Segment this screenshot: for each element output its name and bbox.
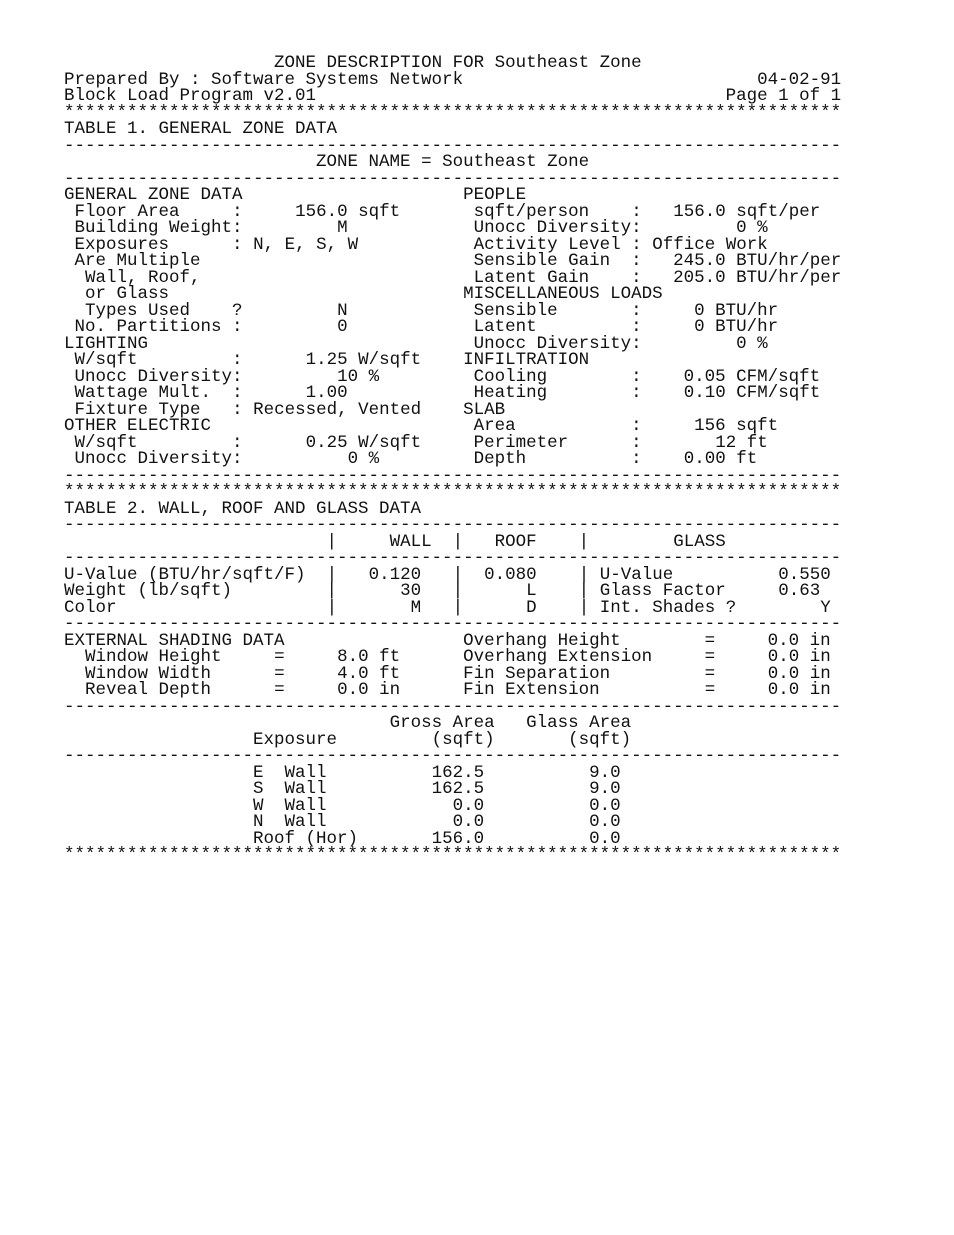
zone-data-field: 0.05 CFM/sqft	[683, 366, 821, 387]
report-field: Gross Area	[389, 713, 495, 733]
zone-data-field: Unocc Diversity:	[74, 449, 243, 469]
program-name: Block Load Program v2.01	[64, 86, 317, 106]
gross-area: 0.0	[452, 795, 485, 816]
report-field: (sqft)	[568, 729, 632, 750]
exposure-name: W Wall	[253, 795, 327, 816]
zone-name: ZONE NAME = Southeast Zone	[316, 152, 590, 172]
zone-data-field: 0 BTU/hr	[694, 317, 779, 337]
zone-data-field: Wattage Mult.	[74, 383, 212, 403]
zone-data-field: 0 BTU/hr	[694, 300, 779, 321]
exposure-name: N Wall	[253, 812, 327, 832]
zone-data-row: Types Used ? N Sensible : 0 BTU/hr	[85, 300, 779, 321]
zone-data-field: Latent Gain	[473, 267, 590, 288]
gross-area: 162.5	[431, 762, 485, 783]
zone-data-field: N, E, S, W	[253, 234, 359, 255]
zone-data-field: 0 %	[736, 218, 768, 238]
zone-data-field: N	[337, 300, 348, 321]
glass-area: 0.0	[589, 812, 621, 832]
zone-data-field: Exposures	[74, 234, 170, 255]
report-field: ROOF	[494, 531, 537, 552]
report-field: WALL	[389, 531, 432, 552]
report-field: 4.0 ft	[337, 663, 401, 684]
zone-data-field: 0	[337, 317, 348, 337]
table2-heading: TABLE 2. WALL, ROOF AND GLASS DATA	[64, 498, 422, 519]
zone-data-field: Office Work	[652, 234, 768, 255]
glass-area: 9.0	[589, 779, 621, 799]
zone-data-field: 245.0 BTU/hr/per	[673, 251, 842, 271]
report-field: M	[410, 597, 422, 618]
zone-data-field: sqft/person	[473, 201, 590, 222]
zone-data-field: 0.10 CFM/sqft	[683, 383, 821, 403]
zone-data-field: Perimeter	[473, 432, 569, 453]
zone-data-field: 0.25 W/sqft	[305, 432, 422, 453]
report-field: 0.120	[368, 564, 422, 585]
zone-data-field: 1.00	[305, 383, 348, 403]
dash-divider: --------------------------------------------------------------------------	[64, 465, 842, 486]
report-field: Overhang Extension	[463, 647, 653, 667]
report-field: 0.63	[778, 581, 821, 601]
report-field: GLASS	[673, 531, 726, 552]
report-field: 0.550	[778, 564, 831, 585]
gross-area: 162.5	[431, 779, 485, 799]
zone-data-field: Cooling	[473, 366, 548, 387]
dash-divider: --------------------------------------------------------------------------	[64, 746, 842, 766]
zone-data-field: 0 %	[347, 449, 380, 469]
zone-data-field: 156.0 sqft/per	[673, 201, 821, 222]
shading-row: EXTERNAL SHADING DATA Overhang Height = 0.0 in	[64, 630, 831, 651]
zone-data-field: Fixture Type	[74, 399, 201, 420]
exposure-name: E Wall	[253, 762, 327, 783]
zone-data-field: SLAB	[463, 399, 506, 420]
glass-area: 0.0	[589, 795, 621, 816]
zone-data-field: Floor Area	[74, 201, 180, 222]
zone-data-row: OTHER ELECTRIC Area : 156 sqft	[64, 416, 779, 436]
zone-data-field: Building Weight:	[74, 218, 243, 238]
zone-data-field: No. Partitions :	[74, 317, 243, 337]
zone-data-field: W/sqft	[74, 350, 138, 370]
report-field: Fin Extension	[463, 680, 600, 700]
zone-data-row: Are Multiple Sensible Gain : 245.0 BTU/hr/per	[74, 251, 842, 271]
dash-divider: --------------------------------------------------------------------------	[64, 614, 842, 634]
report-field: 0.0 in	[337, 680, 401, 700]
report-field: Weight (lb/sqft)	[64, 581, 233, 601]
zone-data-row: No. Partitions : 0 Latent : 0 BTU/hr	[74, 317, 779, 337]
dash-divider: --------------------------------------------------------------------------	[64, 696, 842, 717]
report-field: Window Height	[85, 647, 222, 667]
report-field: Exposure	[253, 729, 338, 750]
zone-data-field: Wall, Roof,	[85, 267, 201, 288]
dash-divider: --------------------------------------------------------------------------	[64, 168, 842, 189]
exposure-name: S Wall	[253, 779, 327, 799]
zone-data-field: 205.0 BTU/hr/per	[673, 267, 842, 288]
zone-data-row: Wattage Mult. : 1.00 Heating : 0.10 CFM/sqft	[74, 383, 821, 403]
zone-data-field: W/sqft	[74, 432, 138, 453]
zone-data-field: Sensible	[473, 300, 558, 321]
zone-data-field: Depth	[473, 449, 527, 469]
zone-data-row: Floor Area : 156.0 sqft sqft/person : 156.0 sqft/per	[74, 201, 821, 222]
report-field: Glass Area	[526, 713, 632, 733]
glass-area: 9.0	[589, 762, 621, 783]
report-title: ZONE DESCRIPTION FOR Southeast Zone	[274, 53, 642, 73]
zone-data-field: Latent	[473, 317, 537, 337]
zone-data-field: 156.0 sqft	[295, 201, 401, 222]
zone-data-field: 12 ft	[715, 432, 768, 453]
zone-data-field: 0.00 ft	[683, 449, 758, 469]
zone-data-row: Unocc Diversity: 10 % Cooling : 0.05 CFM/sqft	[74, 366, 821, 387]
zone-data-row: Fixture Type : Recessed, Vented SLAB	[74, 399, 506, 420]
report-field: 0.0 in	[767, 680, 831, 700]
zone-data-row: Wall, Roof, Latent Gain : 205.0 BTU/hr/per	[85, 267, 842, 288]
page-number: Page 1 of 1	[725, 86, 842, 106]
report-field: (sqft)	[431, 729, 495, 750]
report-field: Window Width	[85, 663, 212, 684]
report-field: U-Value	[599, 564, 674, 585]
dash-divider: --------------------------------------------------------------------------	[64, 135, 842, 156]
shading-row: Reveal Depth = 0.0 in Fin Extension = 0.0 in	[85, 680, 831, 700]
report-field: 0.0 in	[767, 663, 831, 684]
glass-area: 0.0	[589, 828, 621, 849]
dash-divider: --------------------------------------------------------------------------	[64, 548, 842, 568]
shading-row: Window Height = 8.0 ft Overhang Extension = 0.0 in	[85, 647, 831, 667]
zone-data-field: 1.25 W/sqft	[305, 350, 422, 370]
report-field: Overhang Height	[463, 630, 621, 651]
color-row: Color | M | D | Int. Shades ? Y	[64, 597, 831, 618]
zone-data-field: GENERAL ZONE DATA	[64, 185, 243, 205]
uvalue-row: U-Value (BTU/hr/sqft/F) | 0.120 | 0.080 | U-Value 0.550	[64, 564, 831, 585]
zone-data-field: Sensible Gain	[473, 251, 611, 271]
report-field: Fin Separation	[463, 663, 611, 684]
zone-data-field: Unocc Diversity:	[74, 366, 243, 387]
report-date: 04-02-91	[757, 69, 842, 90]
report-field: 8.0 ft	[337, 647, 401, 667]
star-divider: **************************************************************************	[64, 102, 842, 123]
zone-data-row: Unocc Diversity: 0 % Depth : 0.00 ft	[74, 449, 758, 469]
zone-data-field: Types Used ?	[85, 300, 243, 321]
dash-divider: --------------------------------------------------------------------------	[64, 515, 842, 535]
zone-data-field: Unocc Diversity:	[473, 333, 642, 354]
zone-data-field: 0 %	[736, 333, 768, 354]
wall-roof-glass-header: | WALL | ROOF | GLASS	[326, 531, 726, 552]
report-field: Int. Shades ?	[599, 597, 737, 618]
zone-data-field: Area	[473, 416, 516, 436]
zone-data-field: or Glass	[85, 284, 170, 304]
zone-data-field: OTHER ELECTRIC	[64, 416, 212, 436]
report-field: L	[526, 581, 537, 601]
gross-area: 0.0	[452, 812, 485, 832]
zone-data-field: Unocc Diversity:	[473, 218, 642, 238]
report-field: Glass Factor	[599, 581, 726, 601]
zone-data-field: LIGHTING	[64, 333, 149, 354]
report-field: 30	[400, 581, 422, 601]
zone-data-field: PEOPLE	[463, 185, 527, 205]
report-field: 0.080	[484, 564, 537, 585]
report-field: U-Value (BTU/hr/sqft/F)	[64, 564, 306, 585]
report-field: EXTERNAL SHADING DATA	[64, 630, 285, 651]
zone-data-row: W/sqft : 1.25 W/sqft INFILTRATION	[74, 350, 590, 370]
zone-data-field: Activity Level	[473, 234, 621, 255]
zone-data-row: Exposures : N, E, S, W Activity Level : Office Work	[74, 234, 768, 255]
zone-data-field: Are Multiple	[74, 251, 201, 271]
table1-heading: TABLE 1. GENERAL ZONE DATA	[64, 119, 338, 139]
prepared-by: Prepared By : Software Systems Network	[64, 69, 464, 90]
report-field: 0.0 in	[767, 647, 831, 667]
shading-row: Window Width = 4.0 ft Fin Separation = 0.0 in	[85, 663, 831, 684]
report-field: Color	[64, 597, 117, 618]
gross-area: 156.0	[431, 828, 485, 849]
zone-data-field: INFILTRATION	[463, 350, 590, 370]
zone-data-field: M	[337, 218, 348, 238]
zone-data-row: W/sqft : 0.25 W/sqft Perimeter : 12 ft	[74, 432, 768, 453]
zone-data-field: Recessed, Vented	[253, 399, 422, 420]
zone-data-field: 10 %	[337, 366, 380, 387]
report-field: Reveal Depth	[85, 680, 212, 700]
zone-description-report	[64, 55, 841, 864]
report-field: 0.0 in	[767, 630, 831, 651]
star-divider: **************************************************************************	[64, 845, 842, 865]
star-divider: **************************************************************************	[64, 482, 842, 502]
zone-data-field: MISCELLANEOUS LOADS	[463, 284, 663, 304]
report-field: D	[526, 597, 537, 618]
report-field: Y	[820, 597, 831, 618]
zone-data-field: 156 sqft	[694, 416, 779, 436]
exposure-name: Roof (Hor)	[253, 828, 359, 849]
zone-data-field: Heating	[473, 383, 548, 403]
weight-row: Weight (lb/sqft) | 30 | L | Glass Factor 0.63	[64, 581, 821, 601]
